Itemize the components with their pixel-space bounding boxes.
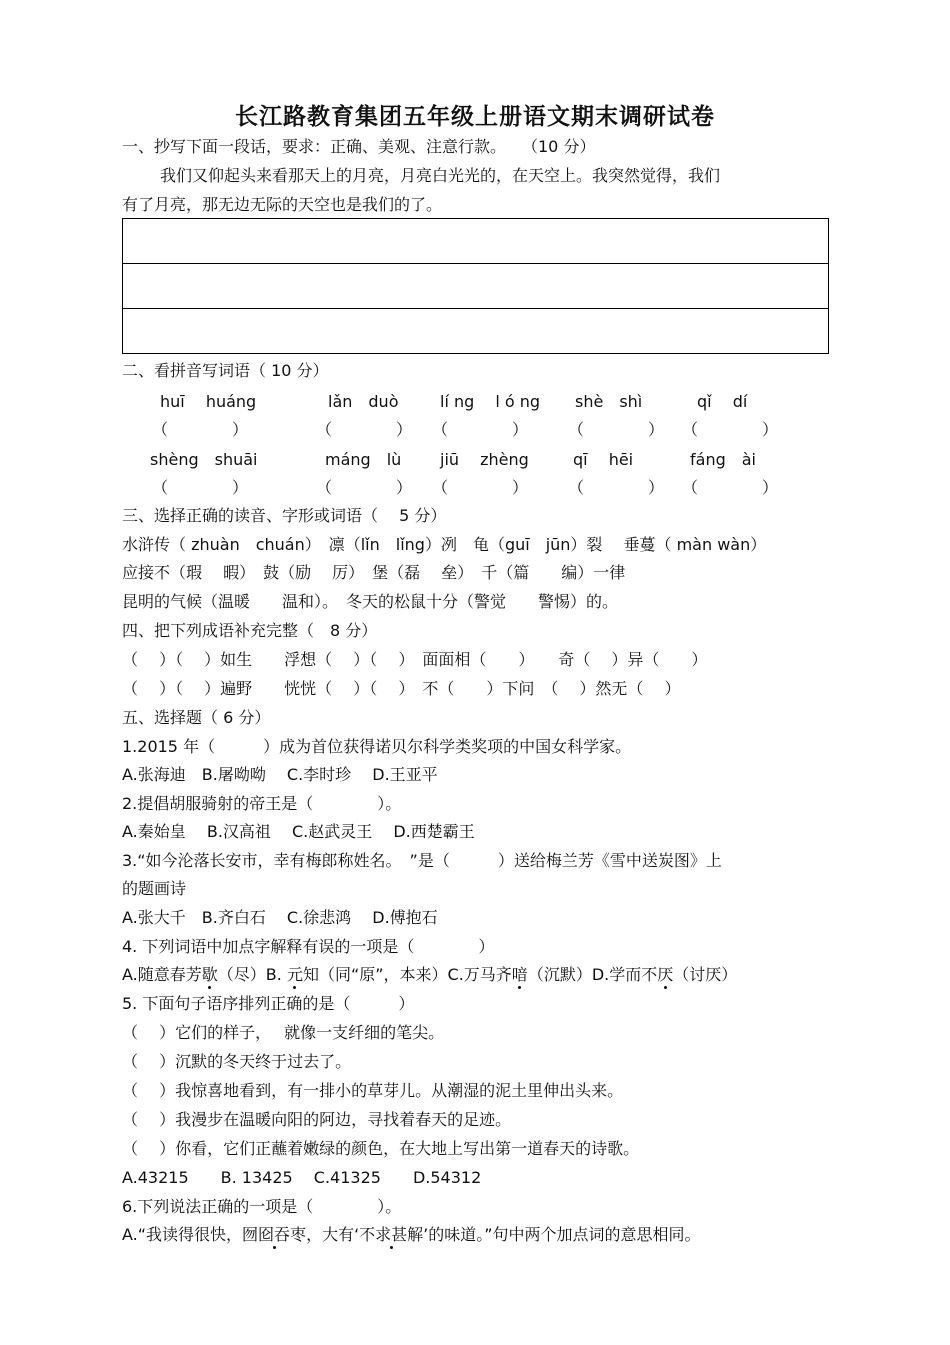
section4-heading: 四、把下列成语补充完整（ 8 分） <box>122 621 378 640</box>
text-run: A.随意春芳 <box>122 965 202 984</box>
answer-blank[interactable]: （ ） <box>316 420 413 439</box>
pinyin-item: máng lù <box>325 450 402 469</box>
section5-heading: 五、选择题（ 6 分） <box>122 708 271 727</box>
answer-blank[interactable]: （ ） <box>152 420 249 439</box>
text-run: （讨厌） <box>673 965 738 984</box>
answer-blank[interactable]: （ ） <box>568 420 665 439</box>
dotted-word: 不求甚解 <box>359 1225 424 1244</box>
answer-blank[interactable]: （ ） <box>316 478 413 497</box>
pinyin-item: qī hēi <box>573 450 634 469</box>
answer-blank[interactable]: （ ） <box>568 478 665 497</box>
question-1-options: A.张海迪 B.屠呦呦 C.李时珍 D.王亚平 <box>122 765 438 784</box>
dotted-char: 歇 <box>201 965 218 984</box>
copy-passage-line-1: 我们又仰起头来看那天上的月亮，月亮白光光的，在天空上。我突然觉得，我们 <box>160 166 721 185</box>
pinyin-item: huī huáng <box>160 392 257 411</box>
question-4-options <box>122 965 737 985</box>
writing-line[interactable] <box>123 219 828 264</box>
ordering-sentence: （ ）它们的样子， 就像一支纤细的笔尖。 <box>122 1023 445 1042</box>
copy-passage-line-2: 有了月亮，那无边无际的天空也是我们的了。 <box>122 195 443 214</box>
answer-blank[interactable]: （ ） <box>682 478 779 497</box>
pinyin-item: shè shì <box>575 392 643 411</box>
question-5: 5. 下面句子语序排列正确的是（ ） <box>122 994 415 1013</box>
text-run: ，大有‘ <box>306 1225 360 1244</box>
pinyin-item: qǐ dí <box>697 392 748 411</box>
question-3-options: A.张大千 B.齐白石 C.徐悲鸿 D.傅抱石 <box>122 908 438 927</box>
answer-blank[interactable]: （ ） <box>432 420 529 439</box>
dotted-char: 喑 <box>511 965 528 984</box>
section3-heading: 三、选择正确的读音、字形或词语（ 5 分） <box>122 506 447 525</box>
writing-line[interactable] <box>123 309 828 353</box>
section2-heading: 二、看拼音写词语（ 10 分） <box>122 361 329 380</box>
section1-heading: 一、抄写下面一段话，要求：正确、美观、注意行款。 （10 分） <box>122 137 596 156</box>
ordering-sentence: （ ）我漫步在温暖向阳的阿边，寻找着春天的足迹。 <box>122 1110 512 1129</box>
pinyin-item: jiū zhèng <box>440 450 529 469</box>
answer-blank[interactable]: （ ） <box>432 478 529 497</box>
copy-writing-box[interactable] <box>122 218 829 354</box>
pinyin-item: lí ng l ó ng <box>440 392 541 411</box>
question-3: 3.“如今沦落长安市，幸有梅郎称姓名。 ”是（ ）送给梅兰芳《雪中送炭图》上 <box>122 851 722 870</box>
question-5-options: A.43215 B. 13425 C.41325 D.54312 <box>122 1168 482 1187</box>
answer-blank[interactable]: （ ） <box>152 478 249 497</box>
question-3-cont: 的题画诗 <box>122 879 187 898</box>
question-6: 6.下列说法正确的一项是（ ）。 <box>122 1197 402 1216</box>
text-run: ’的味道。”句中两个加点词的意思相同。 <box>423 1225 701 1244</box>
answer-blank[interactable]: （ ） <box>682 420 779 439</box>
choice-line: 应接不（瑕 暇） 鼓（励 厉） 堡（磊 垒） 千（篇 编）一律 <box>122 563 626 582</box>
pinyin-item: shèng shuāi <box>150 450 258 469</box>
dotted-word: 囫囵吞枣 <box>242 1225 307 1244</box>
idiom-line: （ ）（ ）遍野 恍恍（ ）（ ） 不（ ）下问 （ ）然无（ ） <box>122 679 681 698</box>
pinyin-item: lǎn duò <box>328 392 399 411</box>
question-2: 2.提倡胡服骑射的帝王是（ ）。 <box>122 794 402 813</box>
ordering-sentence: （ ）我惊喜地看到，有一排小的草芽儿。从潮湿的泥土里伸出头来。 <box>122 1081 624 1100</box>
text-run: A.“我读得很快， <box>122 1225 243 1244</box>
writing-line[interactable] <box>123 264 828 309</box>
question-6-option-a <box>122 1225 701 1245</box>
dotted-char: 元 <box>286 965 303 984</box>
idiom-line: （ ）（ ）如生 浮想（ ）（ ） 面面相（ ） 奇（ ）异（ ） <box>122 650 708 669</box>
ordering-sentence: （ ）你看，它们正蘸着嫩绿的颜色，在大地上写出第一道春天的诗歌。 <box>122 1139 640 1158</box>
dotted-char: 厌 <box>657 965 674 984</box>
text-run: （沉默）D.学而不 <box>527 965 658 984</box>
choice-line: 昆明的气候（温暖 温和）。 冬天的松鼠十分（警觉 警惕）的。 <box>122 592 619 611</box>
question-1: 1.2015 年（ ）成为首位获得诺贝尔科学类奖项的中国女科学家。 <box>122 737 632 756</box>
choice-line: 水浒传（ zhuàn chuán） 凛（lǐn lǐng）冽 龟（guī jūn）裂 垂蔓（ màn wàn） <box>122 535 767 554</box>
text-run: （尽）B. <box>217 965 287 984</box>
question-2-options: A.秦始皇 B.汉高祖 C.赵武灵王 D.西楚霸王 <box>122 822 475 841</box>
exam-title: 长江路教育集团五年级上册语文期末调研试卷 <box>235 104 715 130</box>
question-4: 4. 下列词语中加点字解释有误的一项是（ ） <box>122 937 495 956</box>
text-run: 知（同“原”，本来）C.万马齐 <box>302 965 512 984</box>
pinyin-item: fáng ài <box>690 450 756 469</box>
ordering-sentence: （ ）沉默的冬天终于过去了。 <box>122 1052 352 1071</box>
